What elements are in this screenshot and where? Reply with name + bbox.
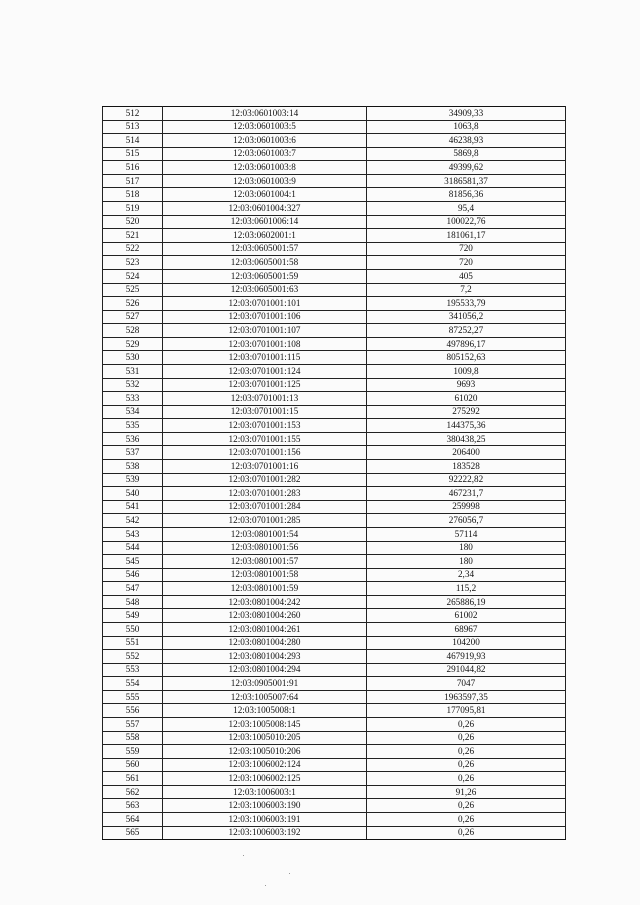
row-number-cell: 541 [103, 500, 163, 514]
cadastral-number-cell: 12:03:0701001:155 [163, 432, 367, 446]
value-cell: 57114 [367, 527, 566, 541]
table-row [103, 378, 566, 392]
row-number-cell: 557 [103, 718, 163, 732]
table-row [103, 337, 566, 351]
scan-speck [289, 873, 290, 874]
table-row [103, 704, 566, 718]
cadastral-number-cell: 12:03:0605001:57 [163, 242, 367, 256]
value-cell: 181061,17 [367, 229, 566, 243]
cadastral-number-cell: 12:03:0801004:294 [163, 663, 367, 677]
table-row [103, 134, 566, 148]
table-row [103, 650, 566, 664]
value-cell: 405 [367, 269, 566, 283]
table-row [103, 283, 566, 297]
table-row [103, 161, 566, 175]
value-cell: 467919,93 [367, 650, 566, 664]
table-row [103, 147, 566, 161]
value-cell: 61002 [367, 609, 566, 623]
row-number-cell: 549 [103, 609, 163, 623]
cadastral-number-cell: 12:03:1006003:1 [163, 785, 367, 799]
table-row [103, 405, 566, 419]
value-cell: 0,26 [367, 826, 566, 840]
cadastral-number-cell: 12:03:0701001:283 [163, 487, 367, 501]
table-row [103, 432, 566, 446]
value-cell: 3186581,37 [367, 174, 566, 188]
value-cell: 0,26 [367, 772, 566, 786]
value-cell: 341056,2 [367, 310, 566, 324]
cadastral-number-cell: 12:03:0801004:261 [163, 622, 367, 636]
table-row [103, 582, 566, 596]
cadastral-number-cell: 12:03:1005007:64 [163, 690, 367, 704]
table-row [103, 324, 566, 338]
cadastral-number-cell: 12:03:0701001:15 [163, 405, 367, 419]
value-cell: 805152,63 [367, 351, 566, 365]
table-row [103, 364, 566, 378]
table-row [103, 663, 566, 677]
cadastral-number-cell: 12:03:0801001:59 [163, 582, 367, 596]
table-row [103, 718, 566, 732]
value-cell: 177095,81 [367, 704, 566, 718]
value-cell: 720 [367, 256, 566, 270]
cadastral-number-cell: 12:03:0801004:260 [163, 609, 367, 623]
row-number-cell: 515 [103, 147, 163, 161]
table-row [103, 622, 566, 636]
value-cell: 276056,7 [367, 514, 566, 528]
cadastral-number-cell: 12:03:0601004:327 [163, 202, 367, 216]
value-cell: 9693 [367, 378, 566, 392]
value-cell: 7047 [367, 677, 566, 691]
value-cell: 180 [367, 555, 566, 569]
cadastral-number-cell: 12:03:0701001:13 [163, 392, 367, 406]
row-number-cell: 558 [103, 731, 163, 745]
row-number-cell: 517 [103, 174, 163, 188]
cadastral-number-cell: 12:03:0601004:1 [163, 188, 367, 202]
row-number-cell: 543 [103, 527, 163, 541]
row-number-cell: 521 [103, 229, 163, 243]
row-number-cell: 516 [103, 161, 163, 175]
table-row [103, 772, 566, 786]
cadastral-number-cell: 12:03:1005008:1 [163, 704, 367, 718]
cadastral-number-cell: 12:03:0801001:57 [163, 555, 367, 569]
row-number-cell: 522 [103, 242, 163, 256]
table-row [103, 120, 566, 134]
value-cell: 104200 [367, 636, 566, 650]
row-number-cell: 527 [103, 310, 163, 324]
row-number-cell: 560 [103, 758, 163, 772]
cadastral-number-cell: 12:03:0701001:125 [163, 378, 367, 392]
value-cell: 2,34 [367, 568, 566, 582]
cadastral-number-cell: 12:03:0605001:59 [163, 269, 367, 283]
value-cell: 291044,82 [367, 663, 566, 677]
table-row [103, 269, 566, 283]
table-row [103, 351, 566, 365]
value-cell: 87252,27 [367, 324, 566, 338]
value-cell: 275292 [367, 405, 566, 419]
row-number-cell: 533 [103, 392, 163, 406]
row-number-cell: 563 [103, 799, 163, 813]
table-body [103, 107, 566, 840]
table-row [103, 785, 566, 799]
row-number-cell: 545 [103, 555, 163, 569]
value-cell: 259998 [367, 500, 566, 514]
table-row [103, 419, 566, 433]
cadastral-number-cell: 12:03:1006003:192 [163, 826, 367, 840]
cadastral-number-cell: 12:03:0701001:124 [163, 364, 367, 378]
value-cell: 265886,19 [367, 595, 566, 609]
row-number-cell: 562 [103, 785, 163, 799]
row-number-cell: 552 [103, 650, 163, 664]
value-cell: 1963597,35 [367, 690, 566, 704]
table-row [103, 473, 566, 487]
value-cell: 380438,25 [367, 432, 566, 446]
row-number-cell: 532 [103, 378, 163, 392]
row-number-cell: 554 [103, 677, 163, 691]
value-cell: 206400 [367, 446, 566, 460]
value-cell: 497896,17 [367, 337, 566, 351]
value-cell: 34909,33 [367, 107, 566, 121]
value-cell: 0,26 [367, 813, 566, 827]
row-number-cell: 529 [103, 337, 163, 351]
row-number-cell: 547 [103, 582, 163, 596]
value-cell: 115,2 [367, 582, 566, 596]
value-cell: 91,26 [367, 785, 566, 799]
cadastral-number-cell: 12:03:0801004:280 [163, 636, 367, 650]
table-row [103, 188, 566, 202]
table-row [103, 555, 566, 569]
value-cell: 92222,82 [367, 473, 566, 487]
cadastral-number-cell: 12:03:0601003:8 [163, 161, 367, 175]
row-number-cell: 536 [103, 432, 163, 446]
value-cell: 46238,93 [367, 134, 566, 148]
row-number-cell: 544 [103, 541, 163, 555]
value-cell: 95,4 [367, 202, 566, 216]
value-cell: 180 [367, 541, 566, 555]
cadastral-number-cell: 12:03:0601003:6 [163, 134, 367, 148]
table-row [103, 758, 566, 772]
table-row [103, 826, 566, 840]
row-number-cell: 555 [103, 690, 163, 704]
cadastral-number-cell: 12:03:1006003:191 [163, 813, 367, 827]
cadastral-number-cell: 12:03:1005008:145 [163, 718, 367, 732]
cadastral-number-cell: 12:03:0801001:58 [163, 568, 367, 582]
scan-speck [243, 855, 244, 856]
value-cell: 0,26 [367, 745, 566, 759]
cadastral-number-cell: 12:03:0601003:7 [163, 147, 367, 161]
value-cell: 144375,36 [367, 419, 566, 433]
row-number-cell: 564 [103, 813, 163, 827]
value-cell: 183528 [367, 460, 566, 474]
value-cell: 0,26 [367, 758, 566, 772]
cadastral-number-cell: 12:03:0701001:108 [163, 337, 367, 351]
row-number-cell: 542 [103, 514, 163, 528]
table-row [103, 690, 566, 704]
cadastral-number-cell: 12:03:1006002:124 [163, 758, 367, 772]
value-cell: 7,2 [367, 283, 566, 297]
row-number-cell: 565 [103, 826, 163, 840]
value-cell: 0,26 [367, 799, 566, 813]
value-cell: 100022,76 [367, 215, 566, 229]
table-row [103, 568, 566, 582]
cadastral-number-cell: 12:03:0601003:9 [163, 174, 367, 188]
cadastral-number-cell: 12:03:0801004:293 [163, 650, 367, 664]
row-number-cell: 550 [103, 622, 163, 636]
table-row [103, 595, 566, 609]
value-cell: 195533,79 [367, 297, 566, 311]
row-number-cell: 539 [103, 473, 163, 487]
value-cell: 0,26 [367, 718, 566, 732]
table-row [103, 202, 566, 216]
row-number-cell: 553 [103, 663, 163, 677]
table-row [103, 215, 566, 229]
row-number-cell: 559 [103, 745, 163, 759]
cadastral-number-cell: 12:03:0601003:14 [163, 107, 367, 121]
row-number-cell: 561 [103, 772, 163, 786]
cadastral-number-cell: 12:03:0601006:14 [163, 215, 367, 229]
cadastral-number-cell: 12:03:1005010:205 [163, 731, 367, 745]
cadastral-number-cell: 12:03:0701001:153 [163, 419, 367, 433]
table-row [103, 107, 566, 121]
value-cell: 61020 [367, 392, 566, 406]
row-number-cell: 519 [103, 202, 163, 216]
cadastral-number-cell: 12:03:0701001:156 [163, 446, 367, 460]
cadastral-number-cell: 12:03:0701001:107 [163, 324, 367, 338]
row-number-cell: 528 [103, 324, 163, 338]
table-row [103, 813, 566, 827]
table-row [103, 636, 566, 650]
cadastral-number-cell: 12:03:0801004:242 [163, 595, 367, 609]
cadastral-number-cell: 12:03:0801001:56 [163, 541, 367, 555]
cadastral-number-cell: 12:03:1006003:190 [163, 799, 367, 813]
cadastral-number-cell: 12:03:1006002:125 [163, 772, 367, 786]
row-number-cell: 514 [103, 134, 163, 148]
cadastral-number-cell: 12:03:0701001:115 [163, 351, 367, 365]
table-row [103, 446, 566, 460]
row-number-cell: 525 [103, 283, 163, 297]
cadastral-number-cell: 12:03:0602001:1 [163, 229, 367, 243]
row-number-cell: 513 [103, 120, 163, 134]
cadastral-number-cell: 12:03:1005010:206 [163, 745, 367, 759]
row-number-cell: 524 [103, 269, 163, 283]
table-row [103, 799, 566, 813]
cadastral-number-cell: 12:03:0701001:106 [163, 310, 367, 324]
table-row [103, 731, 566, 745]
row-number-cell: 526 [103, 297, 163, 311]
row-number-cell: 556 [103, 704, 163, 718]
value-cell: 467231,7 [367, 487, 566, 501]
cadastral-number-cell: 12:03:0701001:16 [163, 460, 367, 474]
cadastral-number-cell: 12:03:0701001:284 [163, 500, 367, 514]
value-cell: 0,26 [367, 731, 566, 745]
value-cell: 1063,8 [367, 120, 566, 134]
table-row [103, 527, 566, 541]
row-number-cell: 518 [103, 188, 163, 202]
value-cell: 1009,8 [367, 364, 566, 378]
table-row [103, 745, 566, 759]
table-row [103, 174, 566, 188]
table-row [103, 514, 566, 528]
table-row [103, 242, 566, 256]
table-row [103, 392, 566, 406]
cadastral-value-table [102, 106, 566, 840]
row-number-cell: 537 [103, 446, 163, 460]
table-row [103, 310, 566, 324]
table-row [103, 460, 566, 474]
cadastral-number-cell: 12:03:0605001:58 [163, 256, 367, 270]
row-number-cell: 534 [103, 405, 163, 419]
table-row [103, 500, 566, 514]
table-row [103, 229, 566, 243]
row-number-cell: 548 [103, 595, 163, 609]
row-number-cell: 531 [103, 364, 163, 378]
table-row [103, 487, 566, 501]
value-cell: 720 [367, 242, 566, 256]
cadastral-number-cell: 12:03:0601003:5 [163, 120, 367, 134]
row-number-cell: 523 [103, 256, 163, 270]
row-number-cell: 546 [103, 568, 163, 582]
table-row [103, 609, 566, 623]
table-row [103, 256, 566, 270]
value-cell: 81856,36 [367, 188, 566, 202]
value-cell: 49399,62 [367, 161, 566, 175]
row-number-cell: 540 [103, 487, 163, 501]
row-number-cell: 535 [103, 419, 163, 433]
row-number-cell: 520 [103, 215, 163, 229]
table-row [103, 541, 566, 555]
value-cell: 5869,8 [367, 147, 566, 161]
cadastral-number-cell: 12:03:0605001:63 [163, 283, 367, 297]
table-row [103, 297, 566, 311]
table-row [103, 677, 566, 691]
row-number-cell: 512 [103, 107, 163, 121]
value-cell: 68967 [367, 622, 566, 636]
row-number-cell: 530 [103, 351, 163, 365]
row-number-cell: 551 [103, 636, 163, 650]
cadastral-number-cell: 12:03:0701001:282 [163, 473, 367, 487]
scan-speck [265, 885, 266, 886]
cadastral-number-cell: 12:03:0701001:285 [163, 514, 367, 528]
row-number-cell: 538 [103, 460, 163, 474]
cadastral-number-cell: 12:03:0701001:101 [163, 297, 367, 311]
cadastral-number-cell: 12:03:0905001:91 [163, 677, 367, 691]
cadastral-number-cell: 12:03:0801001:54 [163, 527, 367, 541]
